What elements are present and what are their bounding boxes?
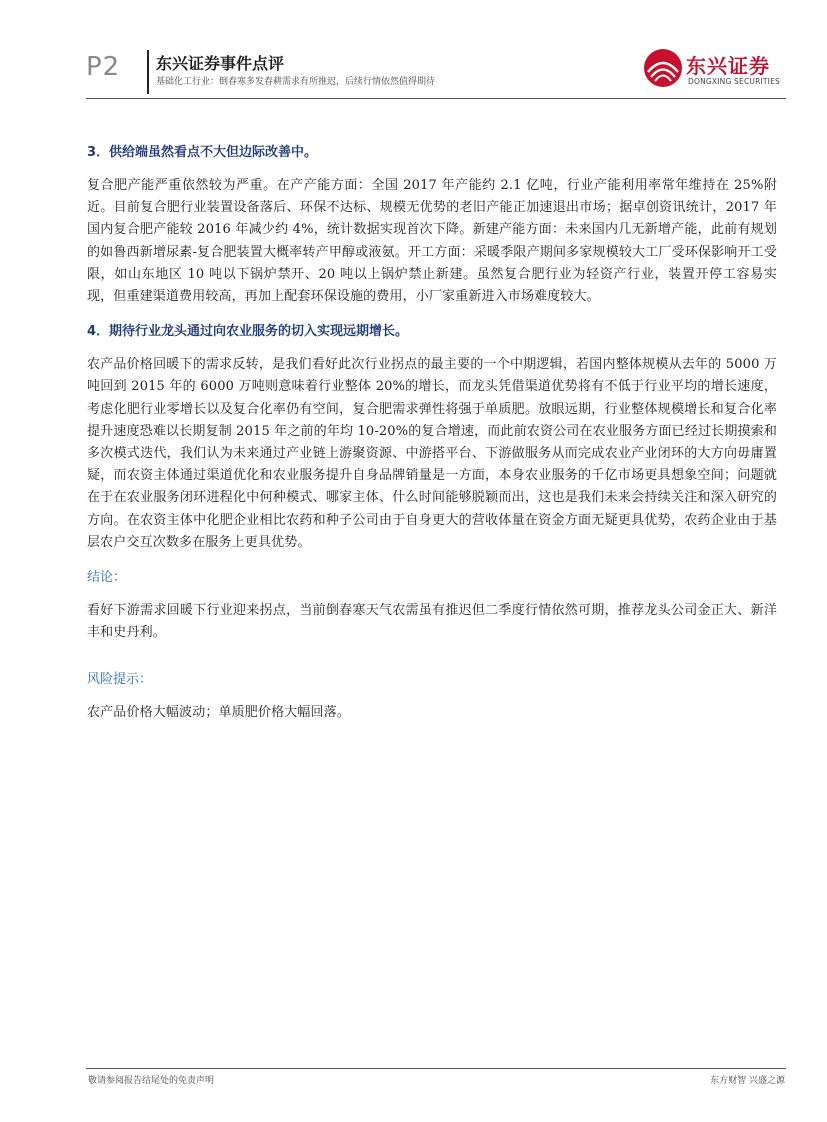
section-4-paragraph: 农产品价格回暖下的需求反转，是我们看好此次行业拐点的最主要的一个中期逻辑，若国内整体规模从去年的 5000 万吨回到 2015 年的 6000 万吨则意味着行业整体 20%的增长，而龙头凭借渠道优势将有不低于行业平均的增长速度，考虑化肥行业零增长以及复合化率仍有空间，复合肥需求弹性将强于单质肥。放眼远期，行业整体规模增长和复合化率提升速度恐难以长期复制 2015 年之前的年均 10-20%的复合增速，而此前农资公司在农业服务方面已经过长期摸索和多次模式迭代，我们认为未来通过产业链上游聚资源、中游搭平台、下游做服务从而完成农业产业闭环的大方向毋庸置疑，而农资主体通过渠道优化和农业服务提升自身品牌销量是一方面，本身农业服务的千亿市场更具想象空间；问题就在于在农业服务闭环进程化中何种模式、哪家主体、什么时间能够脱颖而出，这也是我们未来会持续关注和深入研究的方向。在农资主体中化肥企业相比农药和种子公司由于自身更大的营收体量在资金方面无疑更具优势，农药企业由于基层农户交互次数多在服务上更具优势。: [87, 357, 777, 550]
header-rule: [86, 98, 786, 99]
disclaimer-note: 敬请参阅报告结尾处的免责声明: [88, 1076, 215, 1086]
risk-heading: 风险提示：: [87, 672, 153, 688]
conclusion-heading: 结论：: [87, 570, 127, 586]
risk-paragraph: 农产品价格大幅波动；单质肥价格大幅回落。: [87, 705, 351, 721]
report-body: [87, 143, 777, 739]
conclusion-paragraph: 看好下游需求回暖下行业迎来拐点，当前倒春寒天气农需虽有推迟但二季度行情依然可期，推荐龙头公司金正大、新洋丰和史丹利。: [87, 603, 777, 641]
brand-name-en: DONGXING SECURITIES: [688, 77, 780, 86]
page-header: [0, 0, 827, 100]
footer-slogan: 东方财智 兴盛之源: [710, 1076, 785, 1086]
section-4-heading: 4．期待行业龙头通过向农业服务的切入实现远期增长。: [87, 324, 409, 340]
page-number: P2: [86, 52, 121, 82]
section-3-heading: 3．供给端虽然看点不大但边际改善中。: [87, 145, 318, 160]
section-3-paragraph: 复合肥产能严重依然较为严重。在产产能方面：全国 2017 年产能约 2.1 亿吨，行业产能利用率常年维持在 25%附近。目前复合肥行业装置设备落后、环保不达标、规模无优势的老旧产能正加速退出市场；据卓创资讯统计，2017 年国内复合肥产能较 2016 年减少约 4%，统计数据实现首次下降。新建产能方面：未来国内几无新增产能，此前有规划的如鲁西新增尿素-复合肥装置大概率转产甲醇或液氨。开工方面：采暖季限产期间多家规模较大工厂受环保影响开工受限，如山东地区 10 吨以下锅炉禁开、20 吨以上锅炉禁止新建。虽然复合肥行业为轻资产行业，装置开停工容易实现，但重建渠道费用较高，再加上配套环保设施的费用，小厂家重新进入市场难度较大。: [87, 178, 777, 305]
report-subtitle: 基础化工行业：倒春寒多发春耕需求有所推迟，后续行情依然值得期待: [156, 77, 436, 87]
report-type: 东兴证券事件点评: [156, 54, 285, 73]
brand-name-cn: 东兴证券: [686, 54, 770, 78]
header-divider: [147, 50, 149, 94]
footer-rule: [86, 1068, 786, 1069]
